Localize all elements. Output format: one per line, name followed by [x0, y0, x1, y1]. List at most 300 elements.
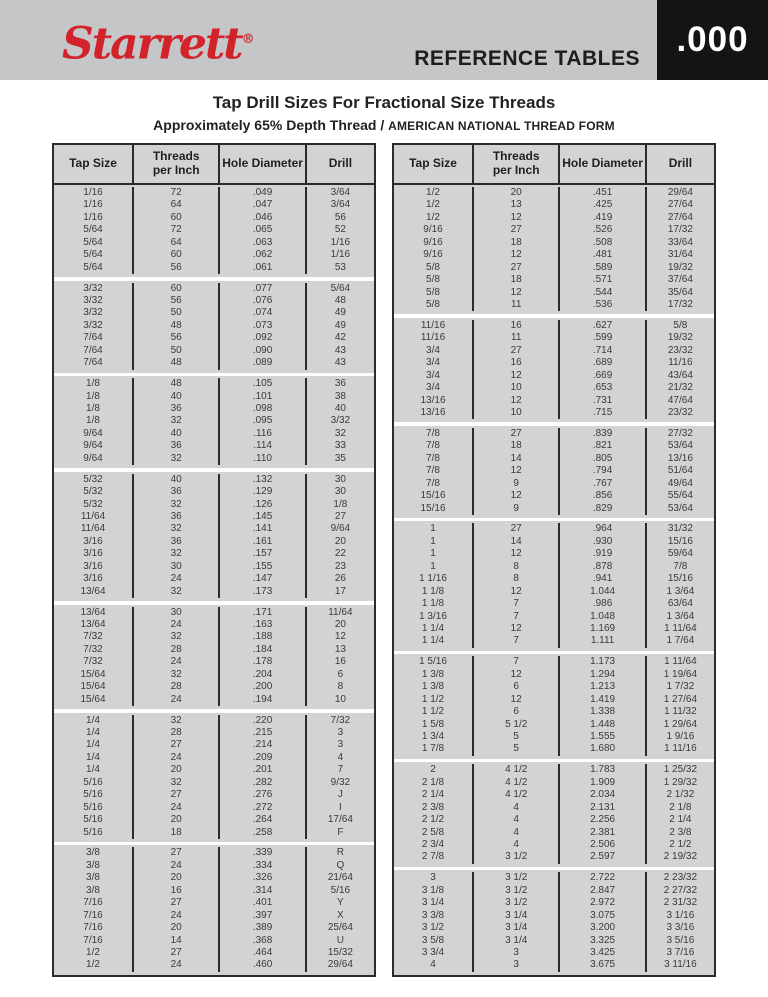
hole-diameter-cell: .986 [560, 598, 646, 610]
drill-cell: 2 3/8 [669, 826, 692, 838]
threads-per-inch-cell: 12 [474, 370, 560, 382]
tap-size-cell: 2 3/4 [394, 839, 474, 851]
table-row [54, 752, 374, 764]
hole-diameter-cell: 1.169 [560, 623, 646, 635]
threads-per-inch-cell: 24 [134, 959, 220, 971]
threads-per-inch-cell: 64 [134, 199, 220, 211]
table-row [54, 922, 374, 934]
page-code: .000 [676, 20, 749, 59]
drill-cell: 3/32 [330, 415, 351, 427]
table-row [394, 212, 714, 224]
tap-size-cell: 5/8 [394, 299, 474, 311]
col-header-threads-per-inch: Threads per Inch [134, 145, 220, 183]
drill-cell: 33/64 [667, 236, 693, 248]
threads-per-inch-cell: 13 [474, 199, 560, 211]
table-row [394, 922, 714, 934]
hole-diameter-cell: .805 [560, 453, 646, 465]
table-row [394, 635, 714, 647]
threads-per-inch-cell: 32 [134, 669, 220, 681]
threads-per-inch-cell: 3 1/2 [474, 897, 560, 909]
threads-per-inch-cell: 36 [134, 440, 220, 452]
table-row [54, 872, 374, 884]
tap-size-cell: 9/64 [54, 440, 134, 452]
drill-cell: 9/32 [330, 776, 351, 788]
drill-cell: 1 3/64 [666, 585, 695, 597]
table-row [394, 490, 714, 502]
tap-size-cell: 7/8 [394, 453, 474, 465]
col-header-drill: Drill [328, 156, 353, 171]
tap-size-cell: 3/32 [54, 283, 134, 295]
drill-cell: 17/32 [667, 224, 693, 236]
table-row [394, 947, 714, 959]
col-header-hole-diameter: Hole Diameter [220, 145, 306, 183]
drill-cell: 5/8 [673, 319, 688, 331]
hole-diameter-cell: 1.044 [560, 586, 646, 598]
tables-container [0, 143, 768, 977]
drill-cell: 10 [334, 693, 346, 705]
table-row [394, 611, 714, 623]
table-row [394, 802, 714, 814]
tap-size-cell: 13/64 [54, 607, 134, 619]
threads-per-inch-cell: 56 [134, 332, 220, 344]
threads-per-inch-cell: 12 [474, 623, 560, 635]
hole-diameter-cell: .451 [560, 187, 646, 199]
table-row [394, 706, 714, 718]
table-row [394, 237, 714, 249]
hole-diameter-cell: .669 [560, 370, 646, 382]
threads-per-inch-cell: 56 [134, 262, 220, 274]
tap-size-cell: 3/16 [54, 548, 134, 560]
hole-diameter-cell: 3.675 [560, 959, 646, 971]
table-row [54, 224, 374, 236]
hole-diameter-cell: .171 [220, 607, 306, 619]
hole-diameter-cell: .282 [220, 777, 306, 789]
drill-cell: 2 1/8 [669, 801, 692, 813]
hole-diameter-cell: .272 [220, 802, 306, 814]
subtitle-main: Approximately 65% Depth Thread / [153, 117, 389, 133]
hole-diameter-cell: .839 [560, 428, 646, 440]
tap-size-cell: 5/16 [54, 777, 134, 789]
threads-per-inch-cell: 72 [134, 187, 220, 199]
hole-diameter-cell: .401 [220, 897, 306, 909]
tap-size-cell: 13/64 [54, 619, 134, 631]
tap-size-cell: 3 3/8 [394, 910, 474, 922]
hole-diameter-cell: .941 [560, 573, 646, 585]
hole-diameter-cell: 2.972 [560, 897, 646, 909]
hole-diameter-cell: .047 [220, 199, 306, 211]
tap-size-cell: 5/64 [54, 237, 134, 249]
drill-cell: 35 [334, 452, 346, 464]
table-row [54, 561, 374, 573]
hole-diameter-cell: 2.847 [560, 885, 646, 897]
table-row [394, 573, 714, 585]
drill-cell: 6 [337, 668, 344, 680]
table-row [54, 681, 374, 693]
hole-diameter-cell: .077 [220, 283, 306, 295]
hole-diameter-cell: 1.680 [560, 743, 646, 755]
hole-diameter-cell: 2.506 [560, 839, 646, 851]
drill-cell: 11/64 [328, 606, 353, 618]
tap-size-cell: 9/64 [54, 428, 134, 440]
drill-cell: 13 [334, 643, 346, 655]
drill-cell: 43/64 [667, 369, 693, 381]
hole-diameter-cell: .126 [220, 499, 306, 511]
threads-per-inch-cell: 32 [134, 415, 220, 427]
left-table-body [54, 185, 374, 975]
table-row [394, 694, 714, 706]
threads-per-inch-cell: 12 [474, 465, 560, 477]
tap-drill-table-left [52, 143, 376, 977]
table-row [54, 935, 374, 947]
table-row [394, 872, 714, 884]
table-row [54, 262, 374, 274]
table-row [394, 935, 714, 947]
table-row [54, 486, 374, 498]
threads-per-inch-cell: 28 [134, 727, 220, 739]
tap-size-cell: 1/16 [54, 199, 134, 211]
tap-size-cell: 3/16 [54, 536, 134, 548]
tap-size-cell: 3/4 [394, 345, 474, 357]
table-row [394, 897, 714, 909]
drill-cell: 11/16 [668, 357, 693, 369]
tap-size-cell: 7/8 [394, 478, 474, 490]
hole-diameter-cell: 1.783 [560, 764, 646, 776]
tap-size-cell: 1/8 [54, 415, 134, 427]
hole-diameter-cell: 1.173 [560, 656, 646, 668]
hole-diameter-cell: .215 [220, 727, 306, 739]
table-row [54, 453, 374, 465]
tap-size-cell: 15/16 [394, 503, 474, 515]
tap-size-cell: 5/64 [54, 262, 134, 274]
table-row [394, 407, 714, 419]
hole-diameter-cell: .116 [220, 428, 306, 440]
hole-diameter-cell: .460 [220, 959, 306, 971]
hole-diameter-cell: .163 [220, 619, 306, 631]
drill-cell: 1 3/64 [666, 610, 695, 622]
table-row [394, 382, 714, 394]
table-row [394, 523, 714, 535]
drill-cell: J [337, 789, 343, 801]
drill-cell: U [336, 934, 344, 946]
hole-diameter-cell: .074 [220, 307, 306, 319]
hole-diameter-cell: .129 [220, 486, 306, 498]
threads-per-inch-cell: 5 [474, 731, 560, 743]
drill-cell: 3 5/16 [666, 934, 695, 946]
table-row [394, 586, 714, 598]
tap-size-cell: 1/4 [54, 715, 134, 727]
drill-cell: 2 23/32 [663, 872, 698, 884]
threads-per-inch-cell: 50 [134, 307, 220, 319]
drill-cell: 2 19/32 [663, 851, 698, 863]
drill-cell: 7/32 [330, 714, 351, 726]
threads-per-inch-cell: 16 [474, 357, 560, 369]
hole-diameter-cell: 1.448 [560, 719, 646, 731]
hole-diameter-cell: .526 [560, 224, 646, 236]
tap-size-cell: 2 3/8 [394, 802, 474, 814]
hole-diameter-cell: .276 [220, 789, 306, 801]
threads-per-inch-cell: 32 [134, 777, 220, 789]
table-row [54, 249, 374, 261]
table-row [394, 249, 714, 261]
hole-diameter-cell: .220 [220, 715, 306, 727]
hole-diameter-cell: .326 [220, 872, 306, 884]
tap-size-cell: 5/8 [394, 262, 474, 274]
threads-per-inch-cell: 18 [474, 274, 560, 286]
table-row [394, 465, 714, 477]
row-group [54, 472, 374, 601]
hole-diameter-cell: .194 [220, 694, 306, 706]
table-row [394, 656, 714, 668]
subtitle-thread-form: AMERICAN NATIONAL THREAD FORM [388, 119, 615, 133]
drill-cell: 38 [334, 390, 346, 402]
tap-size-cell: 3/32 [54, 320, 134, 332]
table-row [54, 440, 374, 452]
drill-cell: 29/64 [327, 959, 353, 971]
table-row [54, 548, 374, 560]
table-header-right [394, 145, 714, 185]
table-row [394, 357, 714, 369]
table-row [54, 237, 374, 249]
threads-per-inch-cell: 5 1/2 [474, 719, 560, 731]
hole-diameter-cell: .076 [220, 295, 306, 307]
hole-diameter-cell: 2.722 [560, 872, 646, 884]
drill-cell: 1 29/32 [663, 776, 698, 788]
hole-diameter-cell: 2.131 [560, 802, 646, 814]
hole-diameter-cell: .204 [220, 669, 306, 681]
hole-diameter-cell: .101 [220, 391, 306, 403]
tap-size-cell: 1/4 [54, 752, 134, 764]
threads-per-inch-cell: 27 [474, 224, 560, 236]
hole-diameter-cell: 3.325 [560, 935, 646, 947]
hole-diameter-cell: .653 [560, 382, 646, 394]
threads-per-inch-cell: 27 [134, 947, 220, 959]
table-row [394, 332, 714, 344]
drill-cell: 29/64 [667, 187, 693, 198]
row-group [394, 185, 714, 314]
hole-diameter-cell: .464 [220, 947, 306, 959]
hole-diameter-cell: .919 [560, 548, 646, 560]
hole-diameter-cell: 1.213 [560, 681, 646, 693]
drill-cell: 42 [334, 332, 346, 344]
tap-size-cell: 1 [394, 548, 474, 560]
table-row [394, 561, 714, 573]
hole-diameter-cell: .062 [220, 249, 306, 261]
drill-cell: 52 [334, 224, 346, 236]
threads-per-inch-cell: 28 [134, 644, 220, 656]
hole-diameter-cell: .878 [560, 561, 646, 573]
threads-per-inch-cell: 36 [134, 403, 220, 415]
tap-size-cell: 3/4 [394, 382, 474, 394]
drill-cell: R [336, 847, 344, 859]
drill-cell: 47/64 [667, 394, 693, 406]
tap-size-cell: 3 1/2 [394, 922, 474, 934]
tap-size-cell: 3/4 [394, 357, 474, 369]
threads-per-inch-cell: 4 1/2 [474, 764, 560, 776]
tap-size-cell: 7/8 [394, 428, 474, 440]
threads-per-inch-cell: 27 [134, 847, 220, 859]
tap-size-cell: 13/16 [394, 407, 474, 419]
row-group [394, 870, 714, 975]
hole-diameter-cell: .145 [220, 511, 306, 523]
threads-per-inch-cell: 8 [474, 573, 560, 585]
drill-cell: 12 [334, 631, 346, 643]
threads-per-inch-cell: 5 [474, 743, 560, 755]
tap-size-cell: 9/64 [54, 453, 134, 465]
threads-per-inch-cell: 12 [474, 287, 560, 299]
threads-per-inch-cell: 7 [474, 598, 560, 610]
table-row [394, 287, 714, 299]
table-row [54, 536, 374, 548]
table-row [54, 814, 374, 826]
tap-size-cell: 7/32 [54, 644, 134, 656]
hole-diameter-cell: .089 [220, 357, 306, 369]
drill-cell: 3 3/16 [666, 922, 695, 934]
hole-diameter-cell: .046 [220, 212, 306, 224]
hole-diameter-cell: .178 [220, 656, 306, 668]
hole-diameter-cell: .201 [220, 764, 306, 776]
tap-size-cell: 13/16 [394, 395, 474, 407]
hole-diameter-cell: .073 [220, 320, 306, 332]
tap-size-cell: 7/32 [54, 656, 134, 668]
row-group [394, 318, 714, 423]
drill-cell: 1/8 [333, 498, 348, 510]
drill-cell: 23/32 [667, 344, 693, 356]
table-row [54, 332, 374, 344]
hole-diameter-cell: .599 [560, 332, 646, 344]
threads-per-inch-cell: 20 [134, 814, 220, 826]
threads-per-inch-cell: 10 [474, 382, 560, 394]
threads-per-inch-cell: 30 [134, 607, 220, 619]
drill-cell: 19/32 [667, 261, 693, 273]
hole-diameter-cell: .105 [220, 378, 306, 390]
tap-size-cell: 11/64 [54, 523, 134, 535]
threads-per-inch-cell: 27 [474, 262, 560, 274]
tap-size-cell: 1/2 [54, 947, 134, 959]
hole-diameter-cell: .794 [560, 465, 646, 477]
tap-size-cell: 1 3/16 [394, 611, 474, 623]
starrett-logo [62, 8, 255, 77]
hole-diameter-cell: .161 [220, 536, 306, 548]
hole-diameter-cell: .092 [220, 332, 306, 344]
tap-size-cell: 1/2 [54, 959, 134, 971]
threads-per-inch-cell: 4 [474, 814, 560, 826]
hole-diameter-cell: 1.111 [560, 635, 646, 647]
table-row [394, 187, 714, 199]
hole-diameter-cell: 1.338 [560, 706, 646, 718]
threads-per-inch-cell: 24 [134, 860, 220, 872]
hole-diameter-cell: 1.048 [560, 611, 646, 623]
tap-size-cell: 5/64 [54, 249, 134, 261]
hole-diameter-cell: .200 [220, 681, 306, 693]
col-header-threads-per-inch: Threads per Inch [474, 145, 560, 183]
table-row [394, 764, 714, 776]
threads-per-inch-cell: 27 [134, 739, 220, 751]
drill-cell: 30 [334, 473, 346, 485]
drill-cell: 30 [334, 486, 346, 498]
threads-per-inch-cell: 20 [134, 764, 220, 776]
table-row [54, 669, 374, 681]
table-row [54, 428, 374, 440]
hole-diameter-cell: .397 [220, 910, 306, 922]
tap-size-cell: 1/2 [394, 187, 474, 199]
threads-per-inch-cell: 11 [474, 332, 560, 344]
drill-cell: F [337, 826, 344, 838]
section-title: REFERENCE TABLES [414, 47, 640, 70]
drill-cell: 31/64 [667, 249, 693, 261]
drill-cell: 27/32 [667, 427, 693, 439]
drill-cell: 63/64 [667, 598, 693, 610]
row-group [394, 654, 714, 759]
threads-per-inch-cell: 32 [134, 499, 220, 511]
drill-cell: 2 27/32 [663, 884, 698, 896]
tap-size-cell: 1 1/2 [394, 694, 474, 706]
threads-per-inch-cell: 9 [474, 503, 560, 515]
drill-cell: 53 [334, 261, 346, 273]
drill-cell: 2 1/4 [669, 814, 692, 826]
table-row [394, 851, 714, 863]
threads-per-inch-cell: 7 [474, 656, 560, 668]
tap-size-cell: 3/8 [54, 860, 134, 872]
tap-size-cell: 9/16 [394, 237, 474, 249]
threads-per-inch-cell: 40 [134, 474, 220, 486]
table-row [394, 789, 714, 801]
tap-size-cell: 1 [394, 523, 474, 535]
table-row [54, 727, 374, 739]
table-row [54, 827, 374, 839]
table-row [394, 885, 714, 897]
tap-size-cell: 1 1/2 [394, 706, 474, 718]
table-row [394, 395, 714, 407]
hole-diameter-cell: 1.294 [560, 669, 646, 681]
tap-size-cell: 3/32 [54, 295, 134, 307]
right-table-body [394, 185, 714, 975]
threads-per-inch-cell: 4 [474, 827, 560, 839]
drill-cell: 7/8 [673, 560, 688, 572]
tap-size-cell: 5/8 [394, 274, 474, 286]
table-row [394, 345, 714, 357]
tap-size-cell: 1 3/4 [394, 731, 474, 743]
table-row [394, 669, 714, 681]
hole-diameter-cell: .544 [560, 287, 646, 299]
drill-cell: 51/64 [667, 465, 693, 477]
threads-per-inch-cell: 12 [474, 490, 560, 502]
hole-diameter-cell: .334 [220, 860, 306, 872]
table-row [54, 860, 374, 872]
threads-per-inch-cell: 12 [474, 212, 560, 224]
hole-diameter-cell: .425 [560, 199, 646, 211]
drill-cell: 1 11/32 [664, 706, 697, 718]
drill-cell: 7 [337, 764, 344, 776]
drill-cell: 3 7/16 [666, 946, 695, 958]
tap-size-cell: 1 1/4 [394, 623, 474, 635]
table-row [54, 947, 374, 959]
row-group [394, 762, 714, 867]
threads-per-inch-cell: 20 [134, 872, 220, 884]
tap-size-cell: 1/8 [54, 391, 134, 403]
drill-cell: 3/64 [330, 187, 351, 198]
tap-size-cell: 13/64 [54, 586, 134, 598]
drill-cell: 21/64 [327, 872, 353, 884]
tap-size-cell: 5/16 [54, 802, 134, 814]
drill-cell: 1 7/32 [666, 681, 695, 693]
drill-cell: 2 1/2 [669, 838, 692, 850]
threads-per-inch-cell: 48 [134, 378, 220, 390]
threads-per-inch-cell: 24 [134, 573, 220, 585]
hole-diameter-cell: .184 [220, 644, 306, 656]
table-row [54, 187, 374, 199]
threads-per-inch-cell: 72 [134, 224, 220, 236]
table-row [394, 827, 714, 839]
